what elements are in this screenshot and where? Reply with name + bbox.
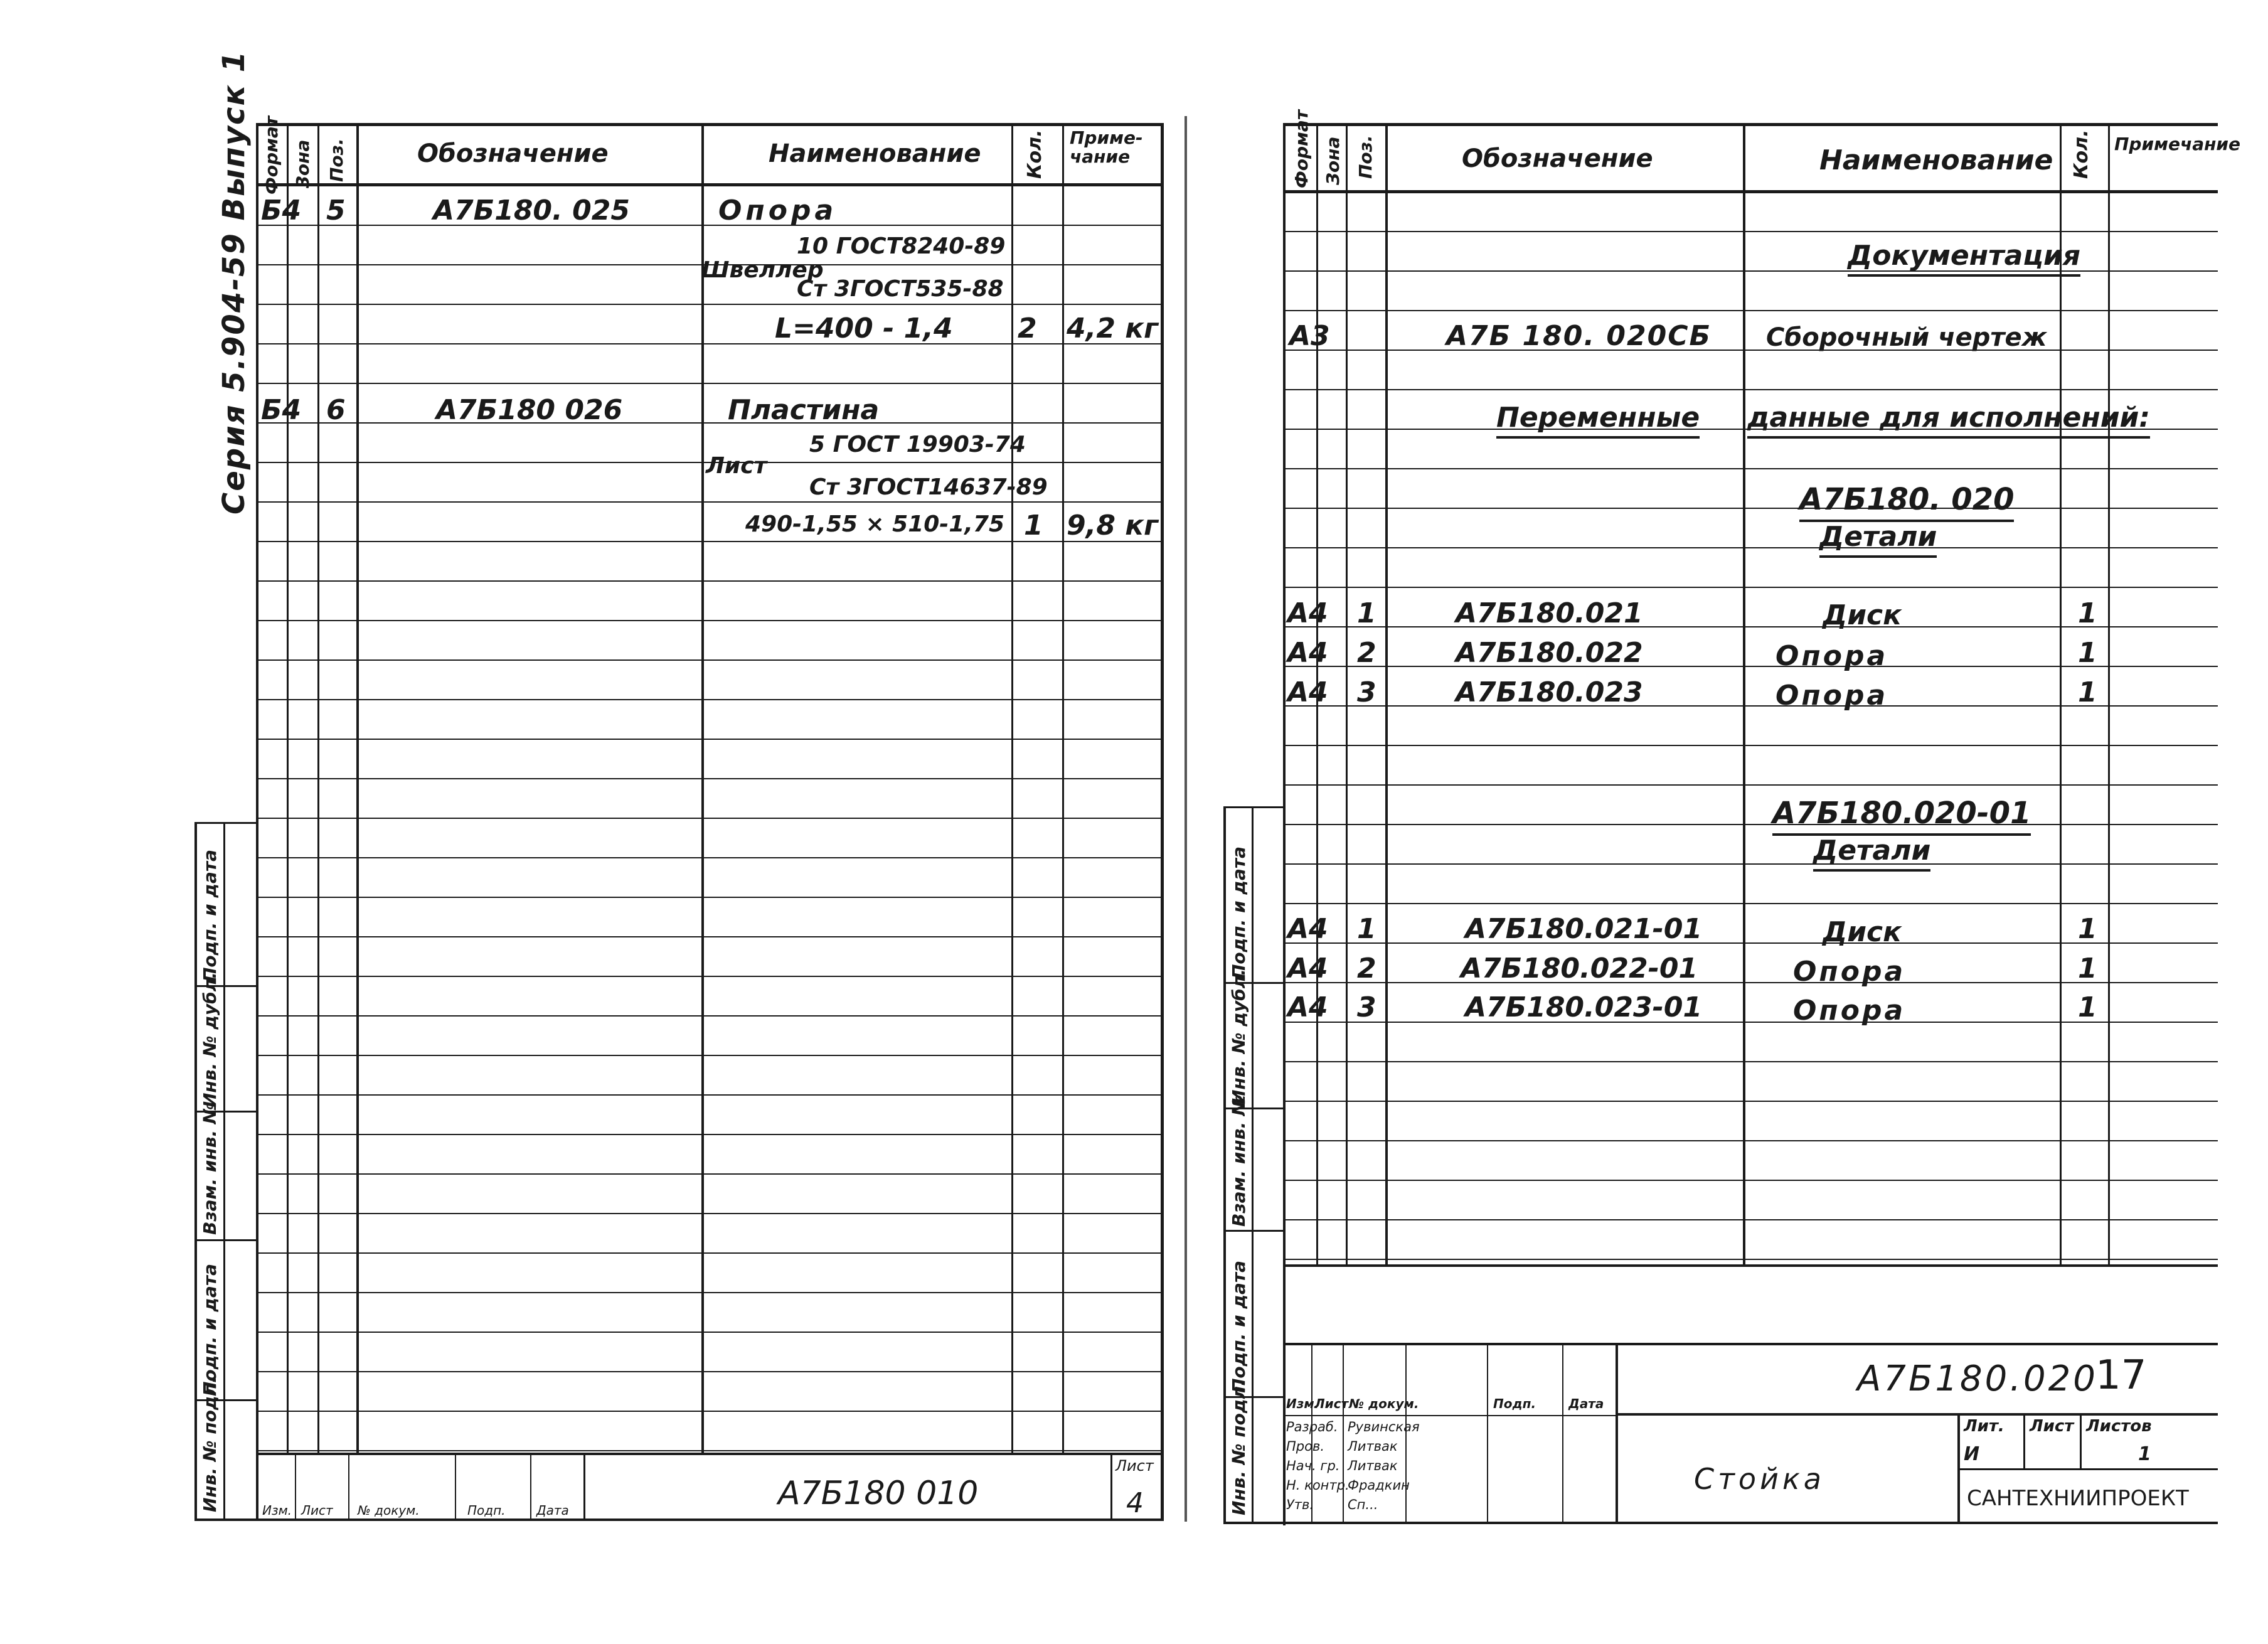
v2-row-name: Опора [1793, 956, 1906, 988]
row-line [1283, 1259, 2218, 1260]
row-line [1283, 231, 2218, 232]
row-format: Б4 [261, 195, 302, 227]
row-name-prefix: Лист [706, 453, 767, 479]
side-stamp-left [194, 822, 197, 1519]
header-name: Наименование [1819, 144, 2053, 176]
row-name-material: Ст 3ГОСТ535-88 [797, 276, 1004, 302]
bottom-col-line [530, 1453, 531, 1519]
v2-row-qty: 1 [2078, 913, 2097, 945]
v1-row-pos: 2 [1357, 637, 1376, 669]
header-note: Примечание [2114, 134, 2241, 154]
row-pos: 6 [326, 394, 346, 426]
row-line [1283, 745, 2218, 746]
left-frame-right [1161, 123, 1164, 1519]
col-line [1062, 123, 1064, 1453]
bottom-strip-top [256, 1453, 1163, 1455]
side-stamp-line [194, 1239, 257, 1241]
row-name-material: Ст 3ГОСТ14637-89 [809, 474, 1048, 500]
row-line [1283, 310, 2218, 311]
row-line [256, 1252, 1163, 1254]
row-line [1283, 587, 2218, 588]
fold-line [1185, 116, 1187, 1522]
section-documentation: Документация [1848, 240, 2080, 277]
header-designation: Обозначение [417, 139, 609, 168]
title-block-line [2080, 1413, 2082, 1470]
row-line [1283, 863, 2218, 865]
v2-row-pos: 3 [1357, 991, 1376, 1023]
v1-row-designation: А7Б180.023 [1456, 676, 1643, 708]
v2-row-designation: А7Б180.021-01 [1465, 913, 1703, 945]
stamp-replace-inv: Взам. инв. № [200, 1102, 220, 1235]
row-line [256, 1450, 1163, 1451]
bottom-strip-sep [1110, 1453, 1112, 1519]
bottom-col-date: Дата [536, 1503, 569, 1518]
table-bottom [1283, 1264, 2218, 1267]
tb-role: Нач. гр. [1286, 1458, 1340, 1473]
title-block-mid [1616, 1413, 2218, 1416]
row-line [256, 304, 1163, 305]
row-line [256, 818, 1163, 819]
row-line [1283, 508, 2218, 509]
side-stamp-line [194, 822, 257, 824]
tb-col-sign: Подп. [1493, 1396, 1536, 1411]
v1-row-designation: А7Б180.021 [1456, 597, 1643, 629]
row-line [256, 976, 1163, 977]
variable-label-a: Переменные [1496, 402, 1700, 439]
title-designation: А7Б180.020 [1857, 1358, 2098, 1399]
variant1-title: А7Б180. 020 [1799, 482, 2014, 522]
tb-row-line [1283, 1415, 1616, 1416]
v1-row-name: Опора [1776, 680, 1888, 712]
tb-col-line [1343, 1343, 1344, 1522]
tb-name: Фрадкин [1348, 1478, 1410, 1493]
row-line [1283, 1180, 2218, 1181]
stamp-inv-dupl: Инв. № дубл. [200, 972, 220, 1108]
v2-row-name: Диск [1823, 916, 1902, 948]
row-line [256, 580, 1163, 582]
tb-col-change: Изм. [1286, 1396, 1319, 1411]
tb-lit-label: Лит. [1964, 1417, 2004, 1436]
left-frame-left [256, 123, 258, 1519]
row-line [256, 1173, 1163, 1175]
organization: САНТЕХНИИПРОЕКТ [1967, 1486, 2189, 1511]
row-line [256, 1371, 1163, 1372]
col-line [1346, 123, 1348, 1265]
title-name: Стойка [1694, 1462, 1825, 1496]
row-line [256, 739, 1163, 740]
row-line [256, 699, 1163, 700]
header-pos: Поз. [1355, 135, 1376, 179]
stamp-sign-date: Подп. и дата [200, 1263, 220, 1396]
tb-name: Сп... [1348, 1497, 1378, 1512]
col-line [287, 123, 289, 1453]
tb-col-sheet: Лист [1314, 1396, 1349, 1411]
row-line [1283, 350, 2218, 351]
tb-name: Рувинская [1348, 1419, 1420, 1434]
tb-sheets-label: Листов [2086, 1417, 2152, 1436]
bottom-col-line [295, 1453, 296, 1519]
row-line [1283, 468, 2218, 469]
right-frame-bottom [1223, 1522, 2218, 1524]
stamp-inv-orig: Инв. № подл. [1228, 1379, 1249, 1515]
row-line [256, 1134, 1163, 1135]
v1-row-format: А4 [1287, 637, 1328, 669]
row-name: 490-1,55 × 510-1,75 [745, 511, 1005, 537]
row-format: Б4 [261, 394, 302, 426]
v1-row-qty: 1 [2078, 637, 2097, 669]
side-stamp-line [1223, 1230, 1285, 1232]
header-zone: Зона [292, 139, 313, 188]
row-line [256, 1292, 1163, 1293]
doc-name: Сборочный чертеж [1766, 323, 2047, 352]
row-name: L=400 - 1,4 [775, 312, 953, 344]
row-note: 4,2 кг [1067, 312, 1159, 344]
left-frame-bottom [194, 1519, 1164, 1521]
v2-row-format: А4 [1287, 991, 1328, 1023]
v2-row-pos: 2 [1357, 953, 1376, 985]
stamp-sign-date: Подп. и дата [1228, 1260, 1249, 1393]
tb-role: Утв. [1286, 1497, 1314, 1512]
right-frame-top [1283, 123, 2218, 126]
col-line [701, 123, 704, 1453]
stamp-replace-inv: Взам. инв. № [1228, 1094, 1249, 1227]
bottom-strip-sep [583, 1453, 585, 1519]
bottom-designation: А7Б180 010 [778, 1475, 979, 1512]
doc-format: А3 [1289, 320, 1330, 352]
row-line [256, 857, 1163, 858]
row-line [256, 1411, 1163, 1412]
v2-row-format: А4 [1287, 953, 1328, 985]
row-designation: А7Б180. 025 [433, 195, 630, 227]
row-line [256, 1094, 1163, 1096]
header-designation: Обозначение [1462, 144, 1653, 173]
tb-role: Н. контр. [1286, 1478, 1350, 1493]
row-line [1283, 1061, 2218, 1062]
col-line [1743, 123, 1745, 1265]
header-qty: Кол. [2070, 129, 2092, 179]
doc-designation: А7Б 180. 020СБ [1446, 320, 1712, 352]
header-qty: Кол. [1024, 129, 1046, 179]
variant1-sub: Детали [1819, 521, 1937, 558]
bottom-col-doc: № докум. [358, 1503, 420, 1518]
v1-row-name: Диск [1823, 599, 1902, 631]
row-line [256, 422, 1163, 424]
tb-col-doc: № докум. [1349, 1396, 1419, 1411]
header-note: Приме-чание [1070, 127, 1143, 167]
v2-row-designation: А7Б180.023-01 [1465, 991, 1703, 1023]
v1-row-qty: 1 [2078, 676, 2097, 708]
v2-row-name: Опора [1793, 995, 1906, 1027]
col-line [1385, 123, 1388, 1265]
row-note: 9,8 кг [1067, 510, 1159, 542]
variable-label-b: данные для исполнений: [1747, 402, 2150, 439]
col-line [1011, 123, 1013, 1453]
header-line [1283, 190, 2218, 193]
variant2-title: А7Б180.020-01 [1772, 796, 2031, 836]
variant2-sub: Детали [1813, 835, 1930, 872]
v2-row-qty: 1 [2078, 953, 2097, 985]
header-line [256, 183, 1163, 186]
row-qty: 2 [1018, 312, 1037, 344]
row-line [256, 778, 1163, 779]
row-line [256, 1332, 1163, 1333]
bottom-sheet-label: Лист [1115, 1457, 1154, 1475]
tb-col-line [1562, 1343, 1563, 1522]
row-line [256, 620, 1163, 621]
tb-col-line [1487, 1343, 1488, 1522]
title-block-sep [1616, 1343, 1618, 1522]
v1-row-format: А4 [1287, 597, 1328, 629]
v2-row-format: А4 [1287, 913, 1328, 945]
row-line [1283, 824, 2218, 825]
title-block-top [1283, 1343, 2218, 1345]
left-frame-top [256, 123, 1163, 126]
row-name-std: 10 ГОСТ8240-89 [797, 233, 1006, 259]
side-stamp-mid [223, 822, 225, 1519]
row-name-std: 5 ГОСТ 19903-74 [809, 432, 1026, 457]
header-zone: Зона [1323, 136, 1343, 185]
col-line [317, 123, 319, 1453]
v2-row-qty: 1 [2078, 991, 2097, 1023]
row-line [256, 936, 1163, 937]
tb-sheet-label: Лист [2030, 1417, 2074, 1436]
row-line [256, 1015, 1163, 1017]
tb-name: Литвак [1348, 1458, 1398, 1473]
row-line [1283, 784, 2218, 786]
side-stamp-line [1223, 806, 1285, 808]
row-pos: 5 [326, 195, 346, 227]
v1-row-name: Опора [1776, 640, 1888, 672]
stamp-sign-date-2: Подп. и дата [1228, 846, 1249, 979]
side-stamp-mid [1252, 806, 1254, 1522]
bottom-col-change: Изм. [262, 1503, 292, 1518]
bottom-col-sheet: Лист [301, 1503, 333, 1518]
row-name: Опора [718, 195, 838, 227]
side-stamp-left [1223, 806, 1226, 1522]
v1-row-qty: 1 [2078, 597, 2097, 629]
row-line [1283, 389, 2218, 390]
col-line [2060, 123, 2062, 1265]
v1-row-format: А4 [1287, 676, 1328, 708]
row-line [256, 225, 1163, 226]
series-label: Серия 5.904-59 Выпуск 1 [216, 50, 252, 515]
page-number: 17 [2095, 1352, 2147, 1399]
v1-row-pos: 1 [1357, 597, 1376, 629]
header-name: Наименование [769, 139, 981, 168]
row-line [1283, 903, 2218, 904]
row-name-prefix: Швеллер [701, 257, 824, 283]
row-line [256, 659, 1163, 661]
tb-role: Пров. [1286, 1439, 1325, 1454]
bottom-col-line [348, 1453, 349, 1519]
tb-name: Литвак [1348, 1439, 1398, 1454]
bottom-sheet-number: 4 [1126, 1487, 1144, 1519]
title-block-line [1957, 1468, 2218, 1470]
row-line [256, 1055, 1163, 1056]
row-line [1283, 1219, 2218, 1220]
tb-col-date: Дата [1568, 1396, 1604, 1411]
row-line [1283, 547, 2218, 548]
v1-row-pos: 3 [1357, 676, 1376, 708]
stamp-inv-orig: Инв. № подл. [200, 1376, 220, 1512]
tb-role: Разраб. [1286, 1419, 1338, 1434]
title-block-line [2023, 1413, 2025, 1470]
row-line [256, 501, 1163, 503]
header-format: Формат [1291, 109, 1312, 188]
v2-row-pos: 1 [1357, 913, 1376, 945]
bottom-col-line [455, 1453, 456, 1519]
v2-row-designation: А7Б180.022-01 [1461, 953, 1698, 985]
col-line [356, 123, 359, 1453]
stamp-sign-date-2: Подп. и дата [200, 849, 220, 982]
row-qty: 1 [1024, 510, 1043, 542]
header-format: Формат [261, 115, 282, 195]
row-line [256, 897, 1163, 898]
header-pos: Поз. [326, 138, 347, 182]
row-designation: А7Б180 026 [436, 394, 623, 426]
tb-lit-value: И [1964, 1443, 1980, 1465]
v1-row-designation: А7Б180.022 [1456, 637, 1643, 669]
row-line [256, 383, 1163, 384]
row-line [256, 1213, 1163, 1214]
row-line [1283, 1101, 2218, 1102]
row-line [1283, 1140, 2218, 1141]
row-name: Пластина [728, 394, 880, 426]
bottom-col-sign: Подп. [467, 1503, 506, 1518]
stamp-inv-dupl: Инв. № дубл. [1228, 969, 1249, 1104]
tb-sheets-value: 1 [2138, 1443, 2151, 1465]
col-line [2108, 123, 2110, 1265]
